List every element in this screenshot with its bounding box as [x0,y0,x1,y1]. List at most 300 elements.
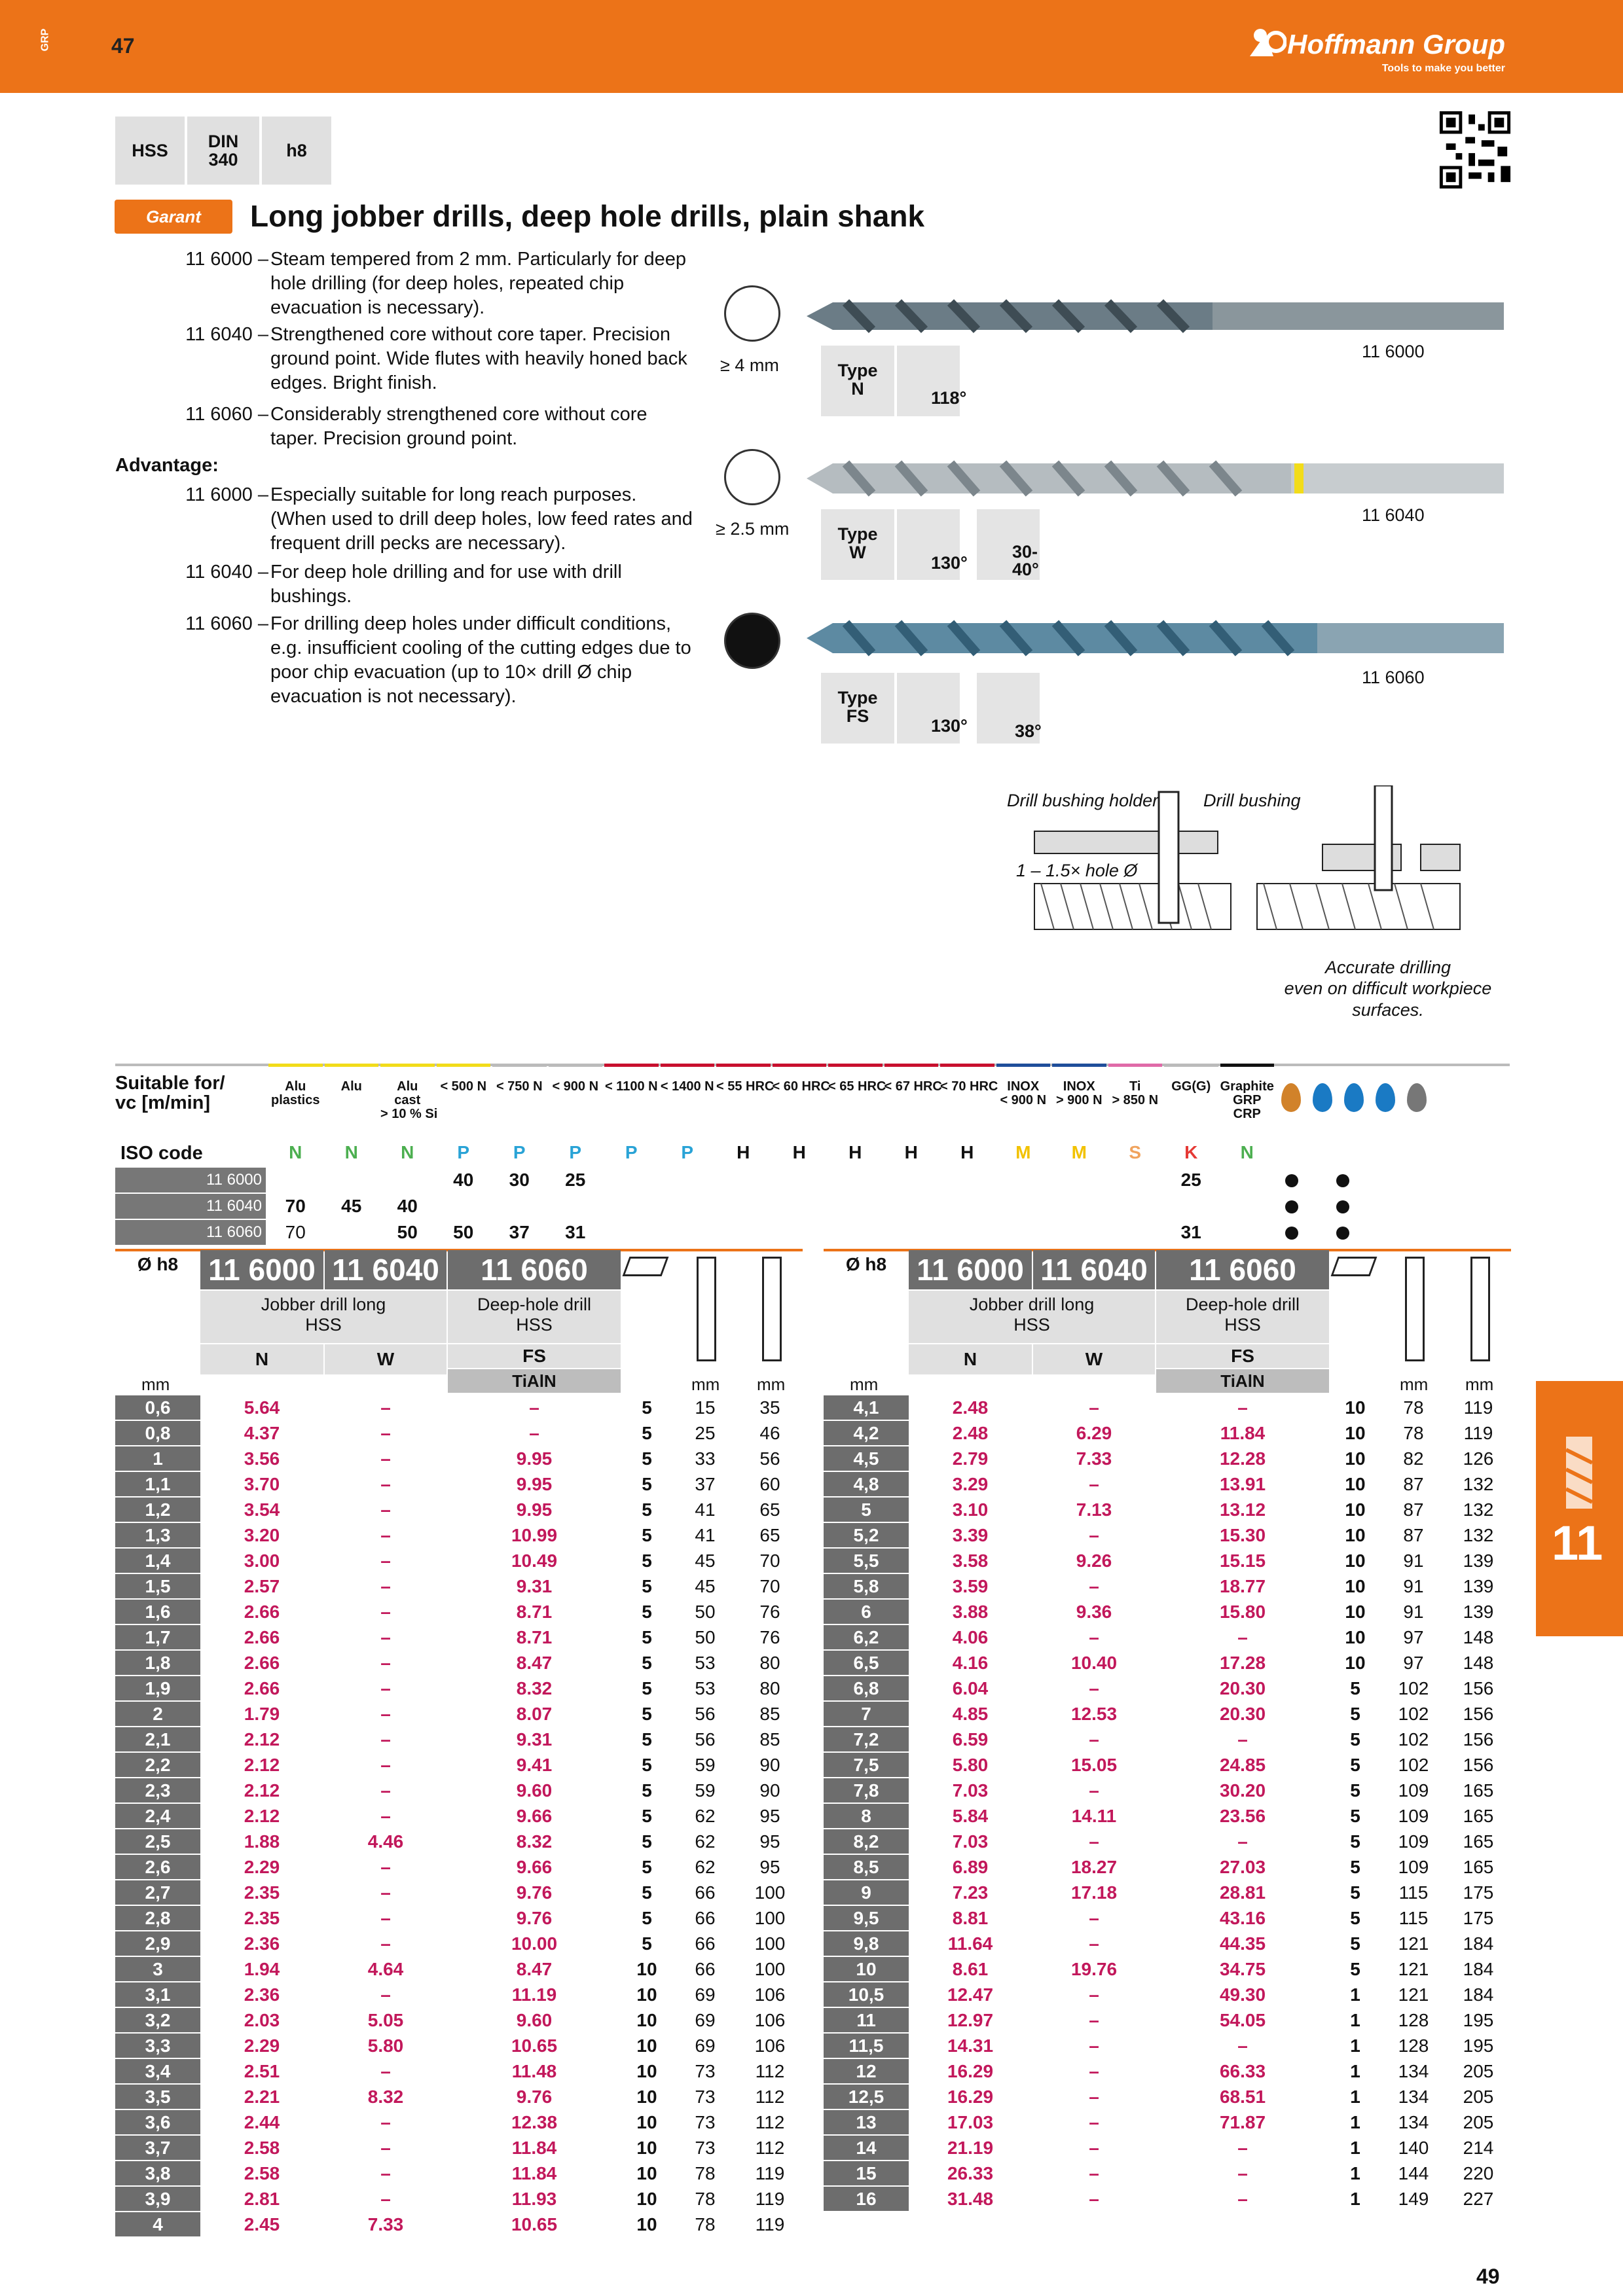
total-length-cell: 35 [759,1397,780,1418]
material-column-label: < 70 HRC [940,1079,998,1094]
price-w-cell: – [1089,1397,1099,1418]
advantage-code: 11 6000 – [185,484,268,505]
material-column-label: < 1400 N [660,1079,714,1094]
helix-angle: 38° [1015,721,1042,741]
diameter-cell: 1 [115,1446,200,1471]
price-n-cell: 2.21 [244,2087,280,2107]
diameter-cell: 5,5 [824,1549,909,1573]
iso-code: N [401,1142,414,1162]
dry-icon [1407,1083,1427,1112]
price-n-cell: 2.29 [244,2036,280,2056]
flute-length-cell: 128 [1398,2010,1429,2030]
feature-text: Strengthened core without core taper. Precision ground point. Wide flutes with heavily honed back edges. Bright finish. [270,324,687,393]
cutting-speed-value: 70 [285,1222,306,1242]
diameter-cell: 2,6 [115,1855,200,1879]
diameter-cell: 6 [824,1600,909,1624]
total-length-cell: 95 [759,1831,780,1852]
price-w-cell: – [380,1397,391,1418]
pack-qty-cell: 5 [642,1551,652,1571]
price-n-cell: 2.57 [244,1576,280,1596]
pack-qty-cell: 5 [1350,1678,1360,1698]
price-w-cell: – [1089,1474,1099,1494]
price-fs-cell: 11.84 [511,2163,557,2183]
pack-qty-cell: 10 [1345,1576,1366,1596]
flute-length-cell: 82 [1403,1448,1424,1469]
price-w-cell: – [380,1806,391,1826]
material-color-bar [773,1064,827,1067]
price-w-cell: – [1089,1831,1099,1852]
price-n-cell: 12.47 [947,1984,994,2005]
helix-angle: 30- 40° [1012,542,1039,579]
jobber-header: Jobber drill long HSS [200,1291,447,1343]
material-column-label: Alu cast > 10 % Si [380,1079,438,1121]
total-length-cell: 175 [1463,1908,1494,1928]
iso-code: N [289,1142,302,1162]
total-length-cell: 220 [1463,2163,1494,2183]
iso-code: M [1015,1142,1031,1162]
diameter-cell: 7,2 [824,1727,909,1751]
iso-code: P [681,1142,694,1162]
flute-length-icon [697,1257,716,1361]
flute-length-icon [1405,1257,1425,1361]
total-length-cell: 80 [759,1653,780,1673]
article-number: 11 6060 [1362,668,1425,687]
pack-qty-cell: 5 [642,1729,652,1749]
pack-qty-cell: 5 [642,1602,652,1622]
price-w-cell: 15.05 [1070,1755,1118,1775]
price-n-cell: 4.06 [952,1627,989,1647]
price-w-cell: – [380,1704,391,1724]
iso-code: P [513,1142,526,1162]
price-w-cell: – [1089,2163,1099,2183]
flute-length-cell: 62 [695,1831,716,1852]
pack-qty-cell: 5 [642,1806,652,1826]
price-n-cell: 2.45 [244,2214,280,2234]
diameter-cell: 12,5 [824,2085,909,2109]
diameter-cell: 12 [824,2059,909,2083]
price-n-cell: 3.10 [952,1499,989,1520]
iso-code: P [457,1142,470,1162]
material-color-bar [268,1064,323,1067]
price-n-cell: 6.89 [952,1857,989,1877]
flute-length-cell: 69 [695,1984,716,2005]
diameter-cell: 14 [824,2136,909,2160]
diameter-cell: 6,2 [824,1625,909,1649]
price-w-cell: – [380,1525,391,1545]
suitability-dot [1285,1227,1298,1240]
point-angle: 118° [931,388,967,408]
total-length-cell: 119 [755,2163,785,2183]
dia-header: Ø h8 [137,1254,179,1274]
material-column-label: INOX > 900 N [1055,1079,1103,1107]
material-color-bar [828,1064,883,1067]
pack-qty-cell: 5 [1350,1755,1360,1775]
unit-mm: mm [850,1374,879,1394]
price-n-cell: 1.79 [244,1704,280,1724]
diameter-cell: 11,5 [824,2034,909,2058]
suitability-row-bg [115,1220,1510,1245]
pack-qty-cell: 5 [642,1704,652,1724]
type-n-header: N [200,1344,323,1374]
price-fs-cell: 11.84 [511,2138,557,2158]
diameter-cell: 4 [115,2212,200,2236]
flute-length-cell: 109 [1398,1831,1429,1852]
min-diameter: ≥ 2.5 mm [716,519,790,539]
coolant-spray-icon [1344,1083,1364,1112]
cutting-speed-value: 25 [565,1170,586,1190]
suitability-dot [1336,1200,1349,1213]
pack-qty-cell: 5 [642,1857,652,1877]
price-fs-cell: 13.12 [1219,1499,1266,1520]
diameter-cell: 7 [824,1702,909,1726]
total-length-cell: 85 [759,1704,780,1724]
article-header-2: 11 6040 [325,1250,447,1289]
price-fs-cell: 9.31 [516,1729,553,1749]
flute-length-cell: 78 [695,2163,716,2183]
price-fs-cell: – [1237,2138,1248,2158]
total-length-cell: 106 [754,1984,786,2005]
cutting-speed-value: 30 [509,1170,530,1190]
material-column-label: < 900 N [552,1079,599,1094]
diameter-cell: 4,2 [824,1421,909,1445]
price-n-cell: 2.51 [244,2061,280,2081]
diameter-cell: 3 [115,1957,200,1981]
price-fs-cell: 68.51 [1219,2087,1266,2107]
price-w-cell: 17.18 [1070,1882,1118,1903]
pack-icon [1331,1257,1377,1276]
flute-length-cell: 87 [1403,1525,1424,1545]
diameter-cell: 1,4 [115,1549,200,1573]
coolant-oil-icon [1281,1083,1301,1112]
type-fs-header: FS [1156,1344,1329,1368]
diameter-cell: 9 [824,1880,909,1905]
flute-length-cell: 45 [695,1551,716,1571]
suitability-article-code: 11 6060 [115,1220,266,1245]
pack-qty-cell: 5 [642,1576,652,1596]
price-w-cell: – [1089,1780,1099,1801]
pack-qty-cell: 10 [1345,1653,1366,1673]
price-n-cell: 3.70 [244,1474,280,1494]
flute-length-cell: 62 [695,1806,716,1826]
flute-length-cell: 121 [1398,1933,1429,1954]
flute-length-cell: 87 [1403,1499,1424,1520]
price-n-cell: 2.36 [244,1984,280,2005]
point-angle: 130° [931,553,968,573]
total-length-cell: 165 [1463,1806,1494,1826]
price-w-cell: – [380,1627,391,1647]
total-length-cell: 165 [1463,1780,1494,1801]
material-column-label: < 65 HRC [828,1079,886,1094]
price-w-cell: – [380,1882,391,1903]
price-w-cell: – [380,2189,391,2209]
total-length-cell: 184 [1463,1933,1494,1954]
material-color-bar [1164,1064,1218,1067]
cutting-speed-value: 45 [341,1196,362,1216]
pack-qty-cell: 5 [642,1882,652,1903]
price-fs-cell: 27.03 [1219,1857,1266,1877]
total-length-cell: 95 [759,1806,780,1826]
pack-qty-cell: 1 [1350,2189,1360,2209]
total-length-cell: 205 [1463,2061,1494,2081]
pack-qty-cell: 5 [642,1678,652,1698]
material-column-label: < 67 HRC [884,1079,942,1094]
price-w-cell: – [1089,2061,1099,2081]
material-color-bar [437,1064,491,1067]
flute-length-cell: 25 [695,1423,716,1443]
cutting-speed-value: 40 [397,1196,418,1216]
total-length-cell: 112 [755,2138,785,2158]
pack-qty-cell: 5 [642,1653,652,1673]
diameter-cell: 1,5 [115,1574,200,1598]
iso-code: P [625,1142,638,1162]
price-fs-cell: – [1237,1397,1248,1418]
pack-qty-cell: 10 [636,1984,657,2005]
suitability-dot [1285,1200,1298,1213]
flute-length-cell: 15 [695,1397,716,1418]
total-length-icon [762,1257,782,1361]
qr-code-icon[interactable] [1439,111,1511,188]
advantage-heading: Advantage: [115,455,219,476]
price-fs-cell: 8.07 [516,1704,553,1724]
pack-qty-cell: 5 [1350,1933,1360,1954]
price-w-cell: – [1089,1933,1099,1954]
price-w-cell: – [1089,1525,1099,1545]
price-fs-cell: – [1237,2036,1248,2056]
price-n-cell: 3.20 [244,1525,280,1545]
price-n-cell: 4.85 [952,1704,989,1724]
price-n-cell: 16.29 [947,2061,994,2081]
flute-length-cell: 91 [1403,1602,1424,1622]
total-length-icon [1470,1257,1490,1361]
iso-code: H [904,1142,918,1162]
diameter-cell: 9,8 [824,1931,909,1956]
price-w-cell: – [380,2061,391,2081]
diameter-cell: 10 [824,1957,909,1981]
price-w-cell: 6.29 [1076,1423,1112,1443]
material-column-label: < 500 N [440,1079,487,1094]
price-w-cell: 4.64 [367,1959,404,1979]
iso-code: H [792,1142,806,1162]
price-n-cell: 2.66 [244,1627,280,1647]
drill-chapter-icon [1561,1437,1597,1509]
total-length-cell: 65 [759,1499,780,1520]
unit-mm: mm [1465,1374,1494,1394]
total-length-cell: 119 [1463,1397,1493,1418]
total-length-cell: 90 [759,1755,780,1775]
price-n-cell: 17.03 [947,2112,994,2132]
iso-code: M [1071,1142,1087,1162]
price-n-cell: 7.03 [952,1780,989,1801]
price-fs-cell: 66.33 [1219,2061,1266,2081]
unit-mm: mm [141,1374,170,1394]
deep-header: Deep-hole drill HSS [448,1291,621,1343]
flute-length-cell: 73 [695,2061,716,2081]
diameter-cell: 2,7 [115,1880,200,1905]
iso-code: P [569,1142,582,1162]
price-w-cell: – [380,1499,391,1520]
price-n-cell: 8.61 [952,1959,989,1979]
pack-qty-cell: 10 [1345,1423,1366,1443]
deep-header: Deep-hole drill HSS [1156,1291,1329,1343]
price-n-cell: 2.12 [244,1755,280,1775]
diameter-cell: 11 [824,2008,909,2032]
price-w-cell: 7.33 [1076,1448,1112,1469]
cutting-speed-value: 37 [509,1222,530,1242]
total-length-cell: 106 [754,2010,786,2030]
suitability-dot [1336,1227,1349,1240]
suitability-dot [1336,1174,1349,1187]
diameter-cell: 2,9 [115,1931,200,1956]
total-length-cell: 76 [759,1602,780,1622]
pack-qty-cell: 10 [636,2010,657,2030]
diameter-cell: 4,1 [824,1395,909,1420]
coating-header: TiAlN [1156,1369,1329,1393]
total-length-cell: 100 [754,1882,786,1903]
pack-qty-cell: 10 [1345,1551,1366,1571]
total-length-cell: 205 [1463,2112,1494,2132]
pack-qty-cell: 5 [1350,1882,1360,1903]
flute-length-cell: 41 [695,1525,716,1545]
cutting-speed-value: 31 [565,1222,586,1242]
material-color-bar [884,1064,939,1067]
feature-code: 11 6040 – [185,324,268,345]
material-column-label: GG(G) [1171,1079,1211,1094]
feature-text: Steam tempered from 2 mm. Particularly for deep hole drilling (for deep holes, repeated chip evacuation is necessary). [270,249,687,318]
total-length-cell: 195 [1463,2010,1494,2030]
advantage-code: 11 6060 – [185,613,268,634]
price-w-cell: – [1089,1678,1099,1698]
price-n-cell: 3.00 [244,1551,280,1571]
price-n-cell: 11.64 [947,1933,993,1954]
flute-length-cell: 73 [695,2112,716,2132]
article-header-1: 11 6000 [909,1250,1032,1289]
feature-code: 11 6000 – [185,249,268,270]
total-length-cell: 112 [755,2112,785,2132]
pack-qty-cell: 10 [1345,1602,1366,1622]
diameter-cell: 0,8 [115,1421,200,1445]
pack-qty-cell: 5 [1350,1857,1360,1877]
chapter-tab[interactable] [1536,1381,1623,1636]
diameter-cell: 1,3 [115,1523,200,1547]
price-fs-cell: 8.71 [516,1602,553,1622]
total-length-cell: 148 [1463,1627,1494,1647]
price-fs-cell: – [1237,1627,1248,1647]
material-column-label: < 60 HRC [772,1079,830,1094]
pack-qty-cell: 10 [1345,1499,1366,1520]
pack-qty-cell: 5 [1350,1780,1360,1801]
material-color-bar [1220,1064,1275,1067]
price-w-cell: – [1089,1984,1099,2005]
price-w-cell: 9.26 [1076,1551,1112,1571]
pack-qty-cell: 10 [636,2163,657,2183]
price-n-cell: 3.39 [952,1525,989,1545]
total-length-cell: 100 [754,1908,786,1928]
price-w-cell: – [1089,2189,1099,2209]
point-angle: 130° [931,716,968,736]
suitability-article-code: 11 6000 [115,1168,266,1193]
cutting-speed-value: 50 [453,1222,474,1242]
diameter-cell: 2 [115,1702,200,1726]
price-n-cell: 2.58 [244,2163,280,2183]
price-n-cell: 2.12 [244,1729,280,1749]
price-fs-cell: 9.76 [516,1882,553,1903]
flute-length-cell: 78 [1403,1423,1424,1443]
article-number: 11 6040 [1362,505,1425,525]
price-fs-cell: – [529,1397,539,1418]
total-length-cell: 70 [759,1576,780,1596]
total-length-cell: 205 [1463,2087,1494,2107]
unit-mm: mm [691,1374,720,1394]
diagram-caption: Accurate drilling even on difficult workpiece surfaces. [1284,958,1492,1020]
flute-length-cell: 149 [1398,2189,1429,2209]
page-ref: 47 [111,34,135,58]
standard-hss: HSS [115,117,185,185]
price-fs-cell: 15.15 [1219,1551,1266,1571]
price-fs-cell: 11.84 [1220,1423,1266,1443]
article-header-1: 11 6000 [200,1250,323,1289]
cross-section-icon [724,285,780,342]
diameter-cell: 8 [824,1804,909,1828]
total-length-cell: 195 [1463,2036,1494,2056]
price-n-cell: 2.58 [244,2138,280,2158]
price-fs-cell: 10.99 [511,1525,558,1545]
diameter-cell: 0,6 [115,1395,200,1420]
total-length-cell: 76 [759,1627,780,1647]
article-header-3: 11 6060 [1156,1250,1329,1289]
page-number: 49 [1476,2265,1500,2288]
flute-length-cell: 121 [1398,1984,1429,2005]
min-diameter: ≥ 4 mm [720,355,779,375]
price-w-cell: 8.32 [367,2087,404,2107]
price-fs-cell: 10.65 [511,2036,558,2056]
price-fs-cell: 18.77 [1219,1576,1266,1596]
pack-qty-cell: 10 [636,1959,657,1979]
price-n-cell: 3.58 [952,1551,989,1571]
flute-length-cell: 102 [1398,1704,1429,1724]
flute-length-cell: 62 [695,1857,716,1877]
price-w-cell: 7.33 [367,2214,404,2234]
total-length-cell: 132 [1463,1499,1494,1520]
price-fs-cell: 10.65 [511,2214,558,2234]
standard-tolerance: h8 [262,117,331,185]
total-length-cell: 100 [754,1959,786,1979]
price-n-cell: 12.97 [947,2010,994,2030]
flute-length-cell: 115 [1398,1908,1429,1928]
price-fs-cell: 54.05 [1219,2010,1266,2030]
price-w-cell: – [1089,2087,1099,2107]
material-column-label: Graphite GRP CRP [1220,1079,1274,1121]
total-length-cell: 175 [1463,1882,1494,1903]
flute-length-cell: 97 [1403,1653,1424,1673]
cutting-speed-value: 50 [397,1222,418,1242]
pack-qty-cell: 10 [636,2214,657,2234]
pack-icon [623,1257,669,1276]
diameter-cell: 3,6 [115,2110,200,2134]
flute-length-cell: 144 [1398,2163,1429,2183]
drill-type-label: Type W [821,509,894,580]
pack-qty-cell: 5 [642,1474,652,1494]
pack-qty-cell: 10 [1345,1627,1366,1647]
flute-length-cell: 121 [1398,1959,1429,1979]
material-color-bar [604,1064,659,1067]
price-fs-cell: 9.95 [516,1448,553,1469]
diagram-label-holder: Drill bushing holder [1007,791,1159,810]
cross-section-icon [724,613,780,669]
price-w-cell: – [380,2163,391,2183]
flute-length-cell: 45 [695,1576,716,1596]
price-n-cell: 2.66 [244,1653,280,1673]
price-fs-cell: 34.75 [1219,1959,1266,1979]
